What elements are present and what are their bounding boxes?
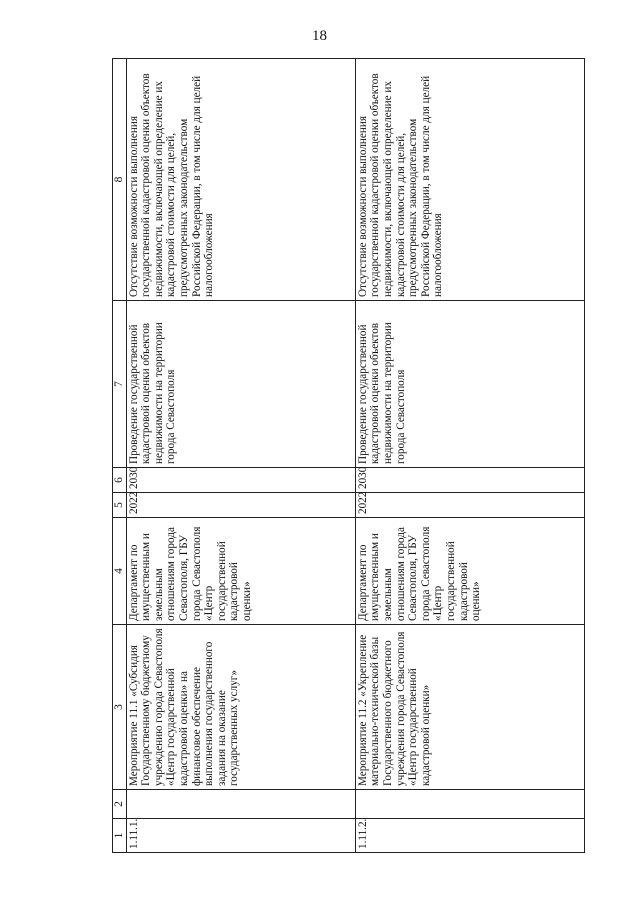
table-row: [355, 59, 584, 853]
end-year: 2030: [355, 468, 584, 493]
header-cell-5: 5: [113, 493, 127, 518]
expected-result: Проведение государственной кадастровой оценки объектов недвижимости на территории города Севастополя: [355, 301, 584, 468]
start-year: 2022: [126, 493, 355, 518]
header-cell-7: 7: [113, 301, 127, 468]
consequence: Отсутствие возможности выполнения государственной кадастровой оценки объектов недвижимости, включающей определение их кадастровой стоимости для целей, предусмотренных законодательством Российской Федерации, в том числе для целей налогообложения: [126, 59, 355, 301]
executor: Департамент по имущественным и земельным отношениям города Севастополя, ГБУ города Севастополя «Центр государственной кадастровой оценки»: [355, 518, 584, 625]
header-cell-6: 6: [113, 468, 127, 493]
row-col2: [126, 790, 355, 819]
header-cell-1: 1: [113, 819, 127, 853]
row-col2: [355, 790, 584, 819]
header-cell-3: 3: [113, 625, 127, 790]
measure-name: Мероприятие 11.1 «Субсидия Государственному бюджетному учреждению города Севастополя «Центр государственной кадастровой оценки» на финансовое обеспечение выполнения государственного задания на оказание государственных услуг»: [126, 625, 355, 790]
table-row: [126, 59, 355, 853]
row-code: 1.11.1.: [126, 819, 355, 853]
consequence: Отсутствие возможности выполнения государственной кадастровой оценки объектов недвижимости, включающей определение их кадастровой стоимости для целей, предусмотренных законодательством Российской Федерации, в том числе для целей налогообложения: [355, 59, 584, 301]
header-cell-8: 8: [113, 59, 127, 301]
start-year: 2022: [355, 493, 584, 518]
header-cell-2: 2: [113, 790, 127, 819]
end-year: 2030: [126, 468, 355, 493]
measures-table: [112, 58, 585, 853]
row-code: 1.11.2.: [355, 819, 584, 853]
rotated-table-wrapper: [112, 58, 585, 853]
executor: Департамент по имущественным и земельным отношениям города Севастополя, ГБУ города Севастополя «Центр государственной кадастровой оценки»: [126, 518, 355, 625]
expected-result: Проведение государственной кадастровой оценки объектов недвижимости на территории города Севастополя: [126, 301, 355, 468]
rotated-table-sheet: [112, 58, 639, 849]
table-header-row: [113, 59, 127, 853]
page-number: 18: [312, 28, 327, 44]
measure-name: Мероприятие 11.2 «Укрепление материально-технической базы Государственного бюджетного учреждения города Севастополя «Центр государственной кадастровой оценки»: [355, 625, 584, 790]
header-cell-4: 4: [113, 518, 127, 625]
